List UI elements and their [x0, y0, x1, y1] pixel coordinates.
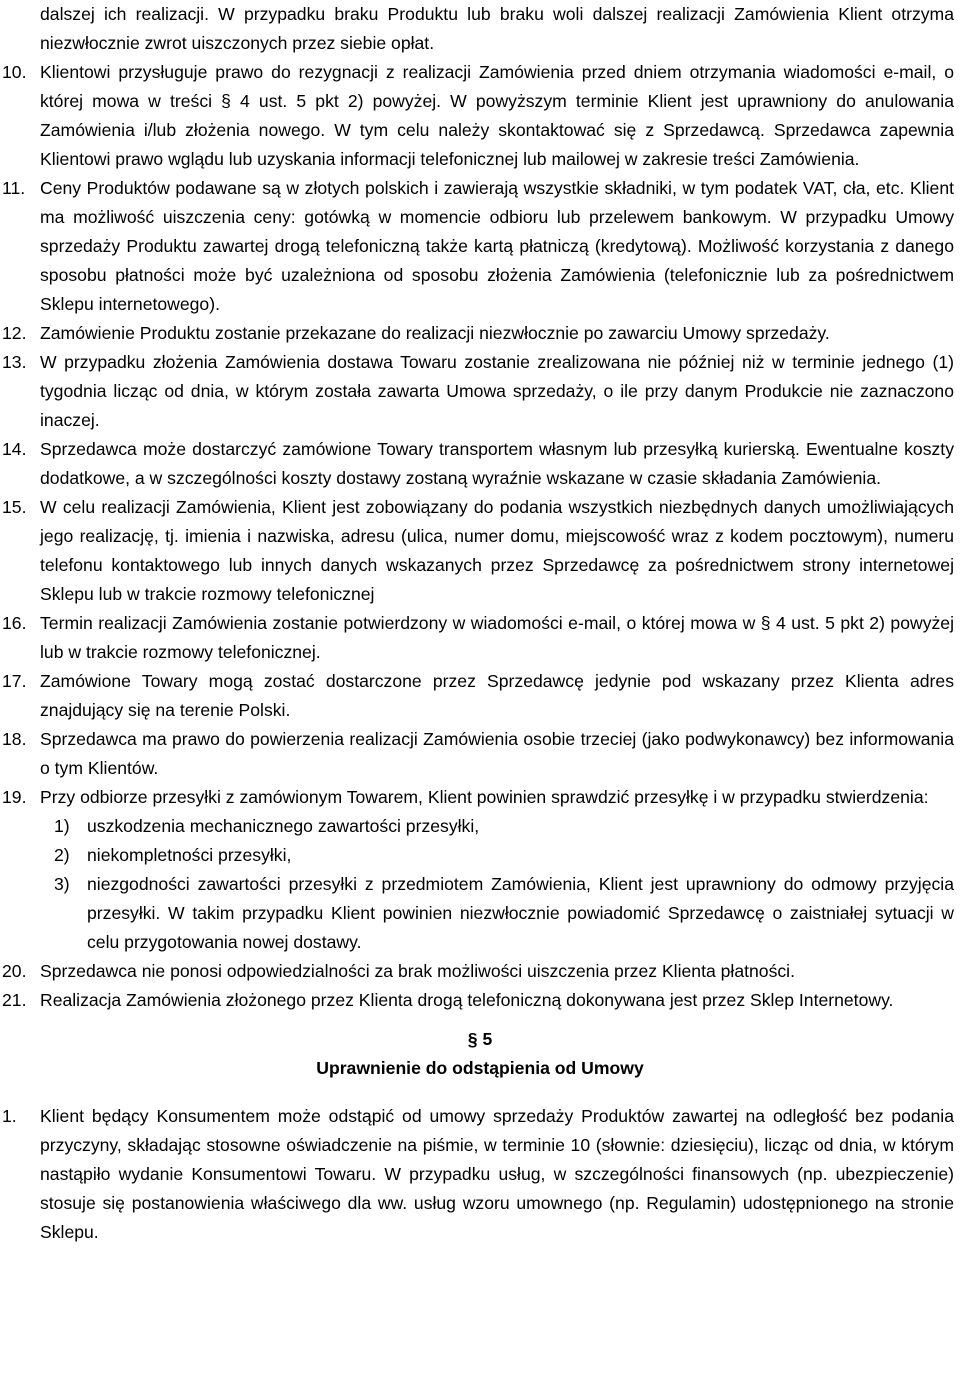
sub-item-text: niezgodności zawartości przesyłki z przedmiotem Zamówienia, Klient jest uprawniony do odmowy przyjęcia przesyłki. W takim przypadku Klient powinien niezwłocznie powiadomić Sprzedawcę o zaistniałej sytuacji w celu przygotowania nowej dostawy. [87, 874, 954, 952]
item-number: 16. [2, 613, 27, 633]
item-number: 15. [2, 497, 27, 517]
sub-list-item [0, 841, 960, 870]
item-number: 13. [2, 352, 27, 372]
sub-list-item [0, 870, 960, 957]
item-number: 17. [2, 671, 27, 691]
section-heading [0, 1025, 960, 1083]
sub-list-item [0, 812, 960, 841]
section-number: § 5 [467, 1029, 493, 1049]
list-item [0, 725, 960, 783]
item-number: 12. [2, 323, 27, 343]
item-number: 10. [2, 62, 27, 82]
continuation-paragraph: dalszej ich realizacji. W przypadku braku Produktu lub braku woli dalszej realizacji Zamówienia Klient otrzyma niezwłocznie zwrot uiszczonych przez siebie opłat. [40, 4, 954, 53]
item-number: 18. [2, 729, 27, 749]
list-item [0, 348, 960, 435]
sub-item-number: 2) [54, 845, 70, 865]
list-item [0, 174, 960, 319]
item-text: W celu realizacji Zamówienia, Klient jest zobowiązany do podania wszystkich niezbędnych danych umożliwiających jego realizację, tj. imienia i nazwiska, adresu (ulica, numer domu, miejscowość wraz z kodem pocztowym), numeru telefonu kontaktowego lub innych danych wskazanych przez Sprzedawcę za pośrednictwem strony internetowej Sklepu lub w trakcie rozmowy telefonicznej [40, 497, 954, 604]
item-number: 19. [2, 787, 27, 807]
item-number: 11. [2, 178, 26, 198]
list-item [0, 58, 960, 174]
sub-item-number: 3) [54, 874, 70, 894]
spacer [0, 1083, 960, 1102]
item-text: Termin realizacji Zamówienia zostanie potwierdzony w wiadomości e-mail, o której mowa w § 4 ust. 5 pkt 2) powyżej lub w trakcie rozmowy telefonicznej. [40, 613, 954, 662]
sub-item-text: niekompletności przesyłki, [87, 845, 292, 865]
item-number: 1. [2, 1106, 17, 1126]
section-title: Uprawnienie do odstąpienia od Umowy [316, 1058, 644, 1078]
item-text: Realizacja Zamówienia złożonego przez Klienta drogą telefoniczną dokonywana jest przez Sklep Internetowy. [40, 990, 894, 1010]
list-item [0, 319, 960, 348]
item-text: Sprzedawca nie ponosi odpowiedzialności za brak możliwości uiszczenia przez Klienta płatności. [40, 961, 795, 981]
sub-item-number: 1) [54, 816, 70, 836]
item-number: 14. [2, 439, 27, 459]
list-item [0, 957, 960, 986]
item-text: Klient będący Konsumentem może odstąpić od umowy sprzedaży Produktów zawartej na odległość bez podania przyczyny, składając stosowne oświadczenie na piśmie, w terminie 10 (słownie: dziesięciu), licząc od dnia, w którym nastąpiło wydanie Konsumentowi Towaru. W przypadku usług, w szczególności finansowych (np. ubezpieczenie) stosuje się postanowienia właściwego dla ww. usług wzoru umownego (np. Regulamin) udostępnionego na stronie Sklepu. [40, 1106, 954, 1242]
item-text: Klientowi przysługuje prawo do rezygnacji z realizacji Zamówienia przed dniem otrzymania wiadomości e-mail, o której mowa w treści § 4 ust. 5 pkt 2) powyżej. W powyższym terminie Klient jest uprawniony do anulowania Zamówienia i/lub złożenia nowego. W tym celu należy skontaktować się z Sprzedawcą. Sprzedawca zapewnia Klientowi prawo wglądu lub uzyskania informacji telefonicznej lub mailowej w zakresie treści Zamówienia. [40, 62, 954, 169]
list-item [0, 435, 960, 493]
item-text: Przy odbiorze przesyłki z zamówionym Towarem, Klient powinien sprawdzić przesyłkę i w przypadku stwierdzenia: [40, 787, 929, 807]
list-item [0, 493, 960, 609]
item-text: Sprzedawca ma prawo do powierzenia realizacji Zamówienia osobie trzeciej (jako podwykonawcy) bez informowania o tym Klientów. [40, 729, 954, 778]
item-text: W przypadku złożenia Zamówienia dostawa Towaru zostanie zrealizowana nie później niż w terminie jednego (1) tygodnia licząc od dnia, w którym została zawarta Umowa sprzedaży, o ile przy danym Produkcie nie zaznaczono inaczej. [40, 352, 954, 430]
item-text: Zamówione Towary mogą zostać dostarczone przez Sprzedawcę jedynie pod wskazany przez Klienta adres znajdujący się na terenie Polski. [40, 671, 954, 720]
item-text: Sprzedawca może dostarczyć zamówione Towary transportem własnym lub przesyłką kurierską. Ewentualne koszty dodatkowe, a w szczególności koszty dostawy zostaną wyraźnie wskazane w czasie składania Zamówienia. [40, 439, 954, 488]
item-text: Zamówienie Produktu zostanie przekazane do realizacji niezwłocznie po zawarciu Umowy sprzedaży. [40, 323, 830, 343]
list-item [0, 609, 960, 667]
item-number: 21. [2, 990, 27, 1010]
item-text: Ceny Produktów podawane są w złotych polskich i zawierają wszystkie składniki, w tym podatek VAT, cła, etc. Klient ma możliwość uiszczenia ceny: gotówką w momencie odbioru lub przelewem bankowym. W przypadku Umowy sprzedaży Produktu zawartej drogą telefoniczną także kartą płatniczą (kredytową). Możliwość korzystania z danego sposobu płatności może być uzależniona od sposobu złożenia Zamówienia (telefonicznie lub za pośrednictwem Sklepu internetowego). [40, 178, 954, 314]
list-item [0, 1102, 960, 1247]
list-item [0, 986, 960, 1015]
item-number: 20. [2, 961, 27, 981]
list-item [0, 667, 960, 725]
section-list [0, 1102, 960, 1247]
numbered-list [0, 58, 960, 1015]
list-item [0, 783, 960, 812]
sub-item-text: uszkodzenia mechanicznego zawartości przesyłki, [87, 816, 480, 836]
